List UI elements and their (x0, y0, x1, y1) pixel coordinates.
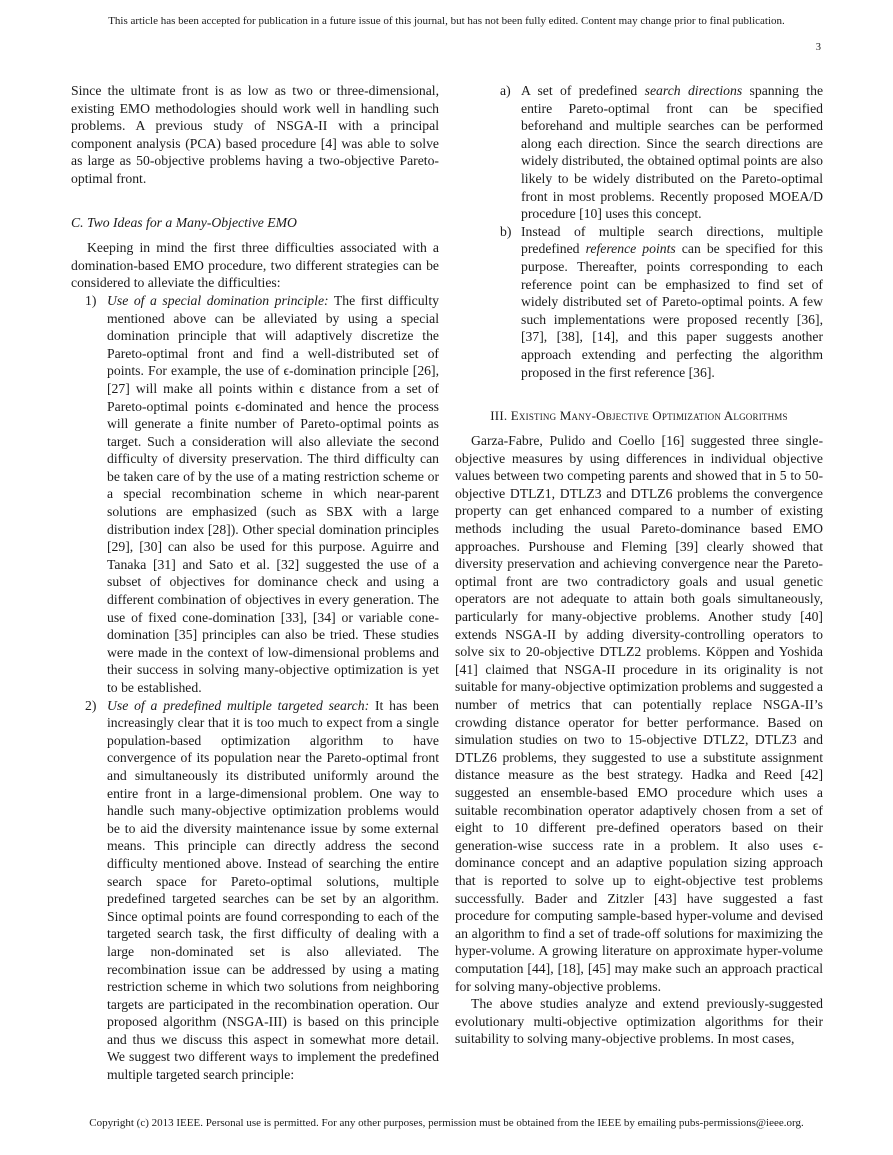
copyright-footer: Copyright (c) 2013 IEEE. Personal use is permitted. For any other purposes, permission must be obtained from the IEEE by emailing pubs-permissions@ieee.org. (89, 1117, 804, 1129)
item-text-pre: Instead of multiple search directions, multiple predefined (521, 223, 823, 257)
left-column (71, 82, 439, 1084)
journal-banner: This article has been accepted for publication in a future issue of this journal, but has not been fully edited. Content may change prior to final publication. (108, 15, 785, 27)
section-paragraph: The above studies analyze and extend previously-suggested evolutionary multi-objective optimization algorithms for their suitability to solving many-objective problems. In most cases, (455, 996, 823, 1047)
subsection-title: C. Two Ideas for a Many-Objective EMO (71, 214, 297, 230)
section-paragraph: Garza-Fabre, Pulido and Coello [16] suggested three single-objective measures by using differences in individual objective values between two competing parents and showed that in 5 to 50-objective DTLZ1, DTLZ3 and DTLZ6 problems the convergence property can get enhanced compared to a number of existing methods including the usual Pareto-dominance based EMO approaches. Purshouse and Fleming [39] clearly showed that diversity preservation and achieving convergence near the Pareto-optimal front are two contradictory goals and usual genetic operators are not adequate to attain both goals simultaneously, particularly for many-objective problems. Another study [40] extends NSGA-II by adding diversity-controlling operators to solve six to 20-objective DTLZ2 problems. Köppen and Yoshida [41] claimed that NSGA-II procedure in its originality is not suitable for many-objective optimization problems and suggested a number of metrics that can potentially replace NSGA-II’s crowding distance operator for better performance. Based on simulation studies on two to 15-objective DTLZ2, DTLZ3 and DTLZ6 problems, they suggested to use a substitute assignment distance measure as the best strategy. Hadka and Reed [42] suggested an ensemble-based EMO procedure which uses a suitable recombination operator adaptively chosen from a set of eight to 10 different pre-defined operators based on their generation-wise success rate in a problem. It also uses ϵ-dominance concept and an adaptive population sizing approach that is reported to solve up to eight-objective test problems successfully. Bader and Zitzler [43] have suggested a fast procedure for computing sample-based hyper-volume and devised an algorithm to find a set of trade-off solutions for maximizing the hyper-volume. A growing literature on approximate hyper-volume computation [44], [18], [45] may make such an approach practical for solving many-objective problems. (455, 433, 823, 994)
list-marker: b) (500, 223, 512, 239)
item-emphasis: search directions (644, 83, 743, 98)
section-heading (455, 407, 823, 424)
right-column (455, 82, 823, 1048)
intro-paragraph: Since the ultimate front is as low as two or three-dimensional, existing EMO methodologies should work well in handling such problems. A previous study of NSGA-II with a principal component analysis (PCA) based procedure [4] was able to solve as large as 50-objective problems having a two-objective Pareto-optimal front. (71, 83, 439, 186)
list-item (71, 697, 439, 1084)
section-title: Existing Many-Objective Optimization Algorithms (510, 408, 788, 424)
strategy-list (71, 292, 439, 1084)
item-text-post: spanning the entire Pareto-optimal front can be specified beforehand and multiple searches can be performed along each direction. Since the search directions are widely distributed, the obtained optimal points are also likely to be widely distributed on the Pareto-optimal front in most problems. Recently proposed MOEA/D procedure [10] uses this concept. (521, 83, 824, 222)
item-title: Use of a special domination principle: (107, 292, 329, 308)
item-text: The first difficulty mentioned above can be alleviated by using a special domination principle that will adaptively discretize the Pareto-optimal front and find a well-distributed set of points. For example, the use of ϵ-domination principle [26], [27] will make all points within ϵ distance from a set of Pareto-optimal points ϵ-dominated and hence the process will generate a finite number of Pareto-optimal points as target. Such a consideration will also alleviate the second difficulty of diversity preservation. The third difficulty can be taken care of by the use of a mating restriction scheme or a special recombination scheme in which near-parent solutions are emphasized (such as SBX with a large distribution index [28]). Other special domination principles [29], [30] can also be used for this purpose. Aguirre and Tanaka [31] and Sato et al. [32] suggested the use of a subset of objectives for dominance check and using a different combination of objectives in every generation. The use of fixed cone-domination [33], [34] or variable cone-domination [35] principles can also be tried. These studies were made in the context of low-dimensional problems and their success in solving many-objective optimization is yet to be established. (107, 292, 439, 695)
approach-list (455, 82, 823, 381)
item-title: Use of a predefined multiple targeted search: (107, 697, 370, 713)
subsection-paragraph: Keeping in mind the first three difficulties associated with a domination-based EMO procedure, two different strategies can be considered to alleviate the difficulties: (71, 240, 439, 291)
list-item (455, 223, 823, 381)
page-number: 3 (815, 42, 821, 53)
list-marker: a) (500, 83, 511, 98)
list-item (71, 292, 439, 697)
item-emphasis: reference points (585, 241, 676, 257)
list-marker: 2) (85, 697, 97, 713)
item-text-post: can be specified for this purpose. Thereafter, points corresponding to each reference point can be emphasized to find set of widely distributed set of Pareto-optimal points. A few such implementations were proposed recently [36], [37], [38], [14], and this paper suggests another approach extending and perfecting the algorithm proposed in the first reference [36]. (521, 241, 824, 380)
list-item (455, 82, 823, 223)
section-number: III. (490, 408, 508, 424)
item-text: It has been increasingly clear that it is too much to expect from a single population-based optimization algorithm to have convergence of its population near the Pareto-optimal front and simultaneously its distributed uniformly around the entire front in a large-dimensional problem. One way to handle such many-objective optimization problems would be to aid the diversity maintenance issue by some external means. This principle can directly address the second difficulty mentioned above. Instead of searching the entire search space for Pareto-optimal solutions, multiple predefined targeted searches can be set by an algorithm. Since optimal points are found corresponding to each of the targeted search task, the first difficulty of dealing with a large non-dominated set is also alleviated. The recombination issue can be addressed by using a mating restriction scheme in which two solutions from neighboring targets are participated in the recombination operation. Our proposed algorithm (NSGA-III) is based on this principle and thus we discuss this aspect in somewhat more detail. We suggest two different ways to implement the predefined multiple targeted search principle: (107, 697, 440, 1083)
list-marker: 1) (85, 292, 97, 308)
item-text-pre: A set of predefined (521, 83, 638, 98)
